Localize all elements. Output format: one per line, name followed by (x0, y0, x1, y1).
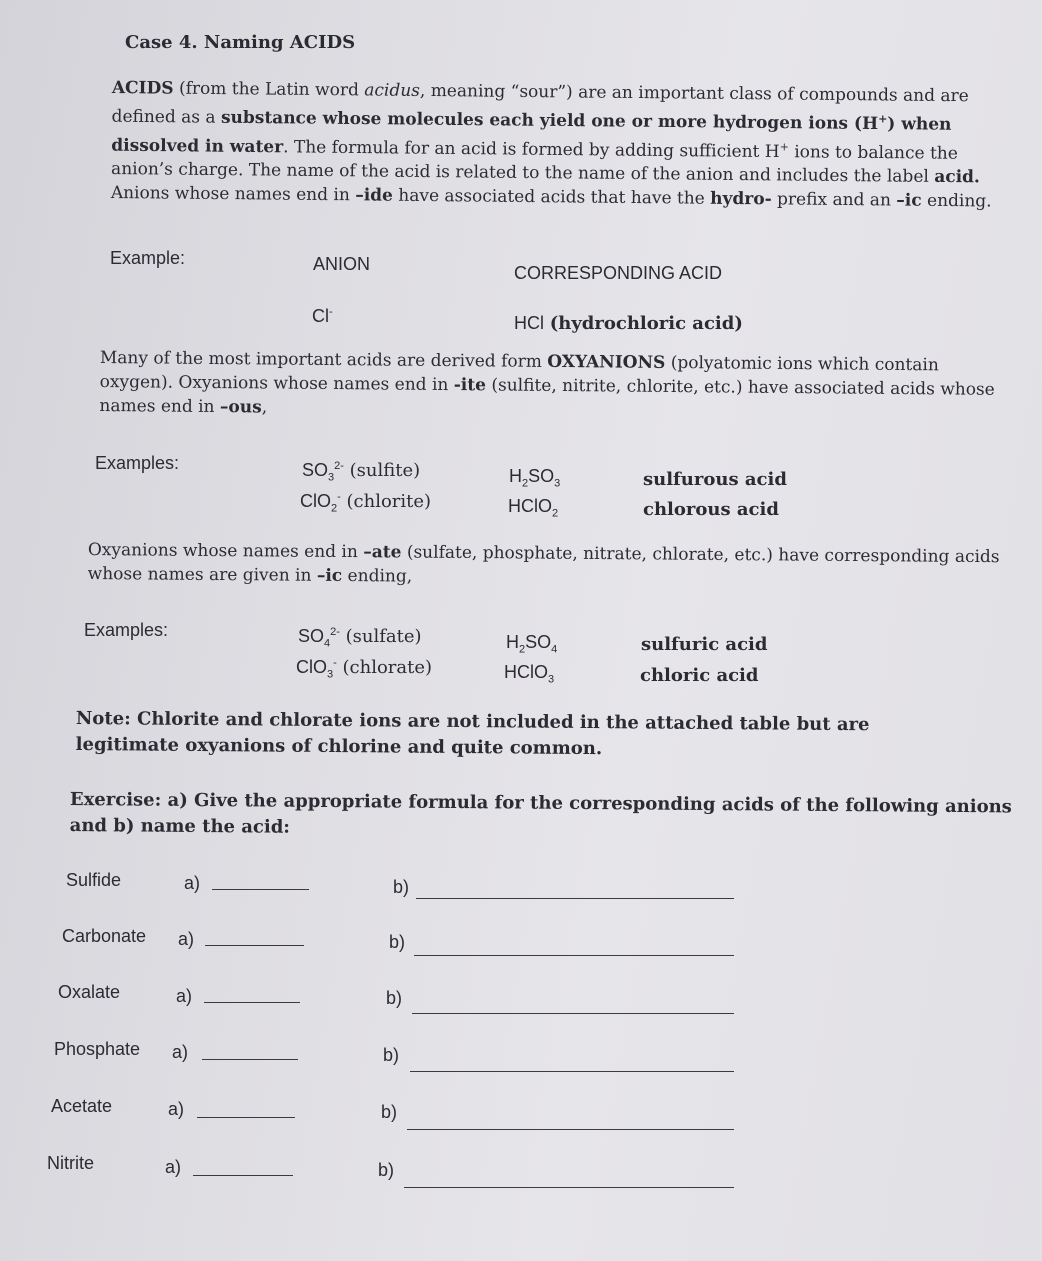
hydrochloric-acid: HCl (hydrochloric acid) (514, 313, 743, 334)
exercise-b-label: b) (393, 877, 410, 897)
examples-ite-label: Examples: (95, 453, 180, 473)
examples-ate-label: Examples: (84, 620, 169, 640)
exercise-a-label: a) (165, 1157, 182, 1177)
chlorite-anion: ClO$_2$- (chlorite) (300, 491, 432, 515)
exercise-a-label: a) (172, 1042, 189, 1062)
answer-b-blank[interactable] (412, 1013, 734, 1014)
chlorous-acid-name: chlorous acid (643, 499, 779, 520)
answer-a-blank[interactable] (204, 1002, 300, 1003)
answer-b-blank[interactable] (407, 1129, 734, 1130)
acid-column-header: CORRESPONDING ACID (514, 263, 723, 283)
chlorate-anion: ClO$_3$- (chlorate) (296, 657, 433, 681)
exercise-b-label: b) (381, 1102, 398, 1122)
exercise-b-label: b) (383, 1045, 400, 1065)
answer-b-blank[interactable] (414, 955, 734, 956)
exercise-a-label: a) (176, 986, 193, 1006)
answer-a-blank[interactable] (212, 889, 309, 890)
sulfate-anion: $SO_4^{2-}$ (sulfate) (298, 626, 422, 650)
oxyanion-ate-paragraph: Oxyanions whose names end in –ate (sulfate, phosphate, nitrate, chlorate, etc.) have corresponding acids whose names are given in –ic ending, (87, 539, 1000, 587)
chlorous-acid-formula: HClO$_2$ (508, 496, 559, 520)
exercise-b-label: b) (378, 1160, 395, 1180)
exercise-anion-phosphate: Phosphate (54, 1039, 141, 1059)
anion-column-header: ANION (313, 254, 371, 274)
chloric-acid-formula: HClO$_3$ (504, 662, 555, 686)
answer-a-blank[interactable] (197, 1117, 295, 1118)
sulfurous-acid-formula: $H_2SO_3$ (509, 466, 561, 490)
sulfite-anion: $SO_3^{2-}$ (sulfite) (302, 460, 421, 484)
exercise-anion-carbonate: Carbonate (62, 926, 147, 946)
exercise-b-label: b) (386, 988, 403, 1008)
exercise-anion-sulfide: Sulfide (66, 870, 122, 890)
exercise-a-label: a) (178, 929, 195, 949)
note-paragraph: Note: Chlorite and chlorate ions are not included in the attached table but are legitimate oxyanions of chlorine and quite common. (75, 707, 870, 760)
oxyanion-ite-paragraph: Many of the most important acids are derived form OXYANIONS (polyatomic ions which contain oxygen). Oxyanions whose names end in -ite (sulfite, nitrite, chlorite, etc.) have associated acids whose names end in –ous, (99, 347, 995, 418)
answer-a-blank[interactable] (202, 1059, 298, 1060)
exercise-anion-acetate: Acetate (51, 1096, 113, 1116)
answer-a-blank[interactable] (205, 945, 304, 946)
exercise-anion-nitrite: Nitrite (47, 1153, 95, 1173)
chloride-anion: Cl- (312, 306, 333, 326)
exercise-b-label: b) (389, 932, 406, 952)
exercise-instructions: Exercise: a) Give the appropriate formula for the corresponding acids of the following anions and b) name the acid: (69, 788, 1012, 838)
answer-b-blank[interactable] (404, 1187, 734, 1188)
answer-b-blank[interactable] (410, 1071, 734, 1072)
exercise-anion-oxalate: Oxalate (58, 982, 121, 1002)
answer-b-blank[interactable] (416, 898, 734, 899)
exercise-a-label: a) (168, 1099, 185, 1119)
intro-paragraph: ACIDS (from the Latin word acidus, meaning “sour”) are an important class of compounds and are defined as a substance whose molecules each yield one or more hydrogen ions (H+) when dissolved in water. The formula for an acid is formed by adding sufficient H+ ions to balance the anion’s charge. The name of the acid is related to the name of the anion and includes the label acid. Anions whose names end in –ide have associated acids that have the hydro- prefix and an –ic ending. (110, 77, 992, 212)
chloric-acid-name: chloric acid (640, 665, 759, 686)
sulfuric-acid-formula: $H_2SO_4$ (506, 632, 558, 656)
example-label: Example: (110, 248, 186, 268)
page-title: Case 4. Naming ACIDS (125, 32, 356, 53)
sulfuric-acid-name: sulfuric acid (641, 634, 768, 655)
exercise-a-label: a) (184, 873, 201, 893)
sulfurous-acid-name: sulfurous acid (643, 469, 787, 490)
answer-a-blank[interactable] (193, 1175, 293, 1176)
